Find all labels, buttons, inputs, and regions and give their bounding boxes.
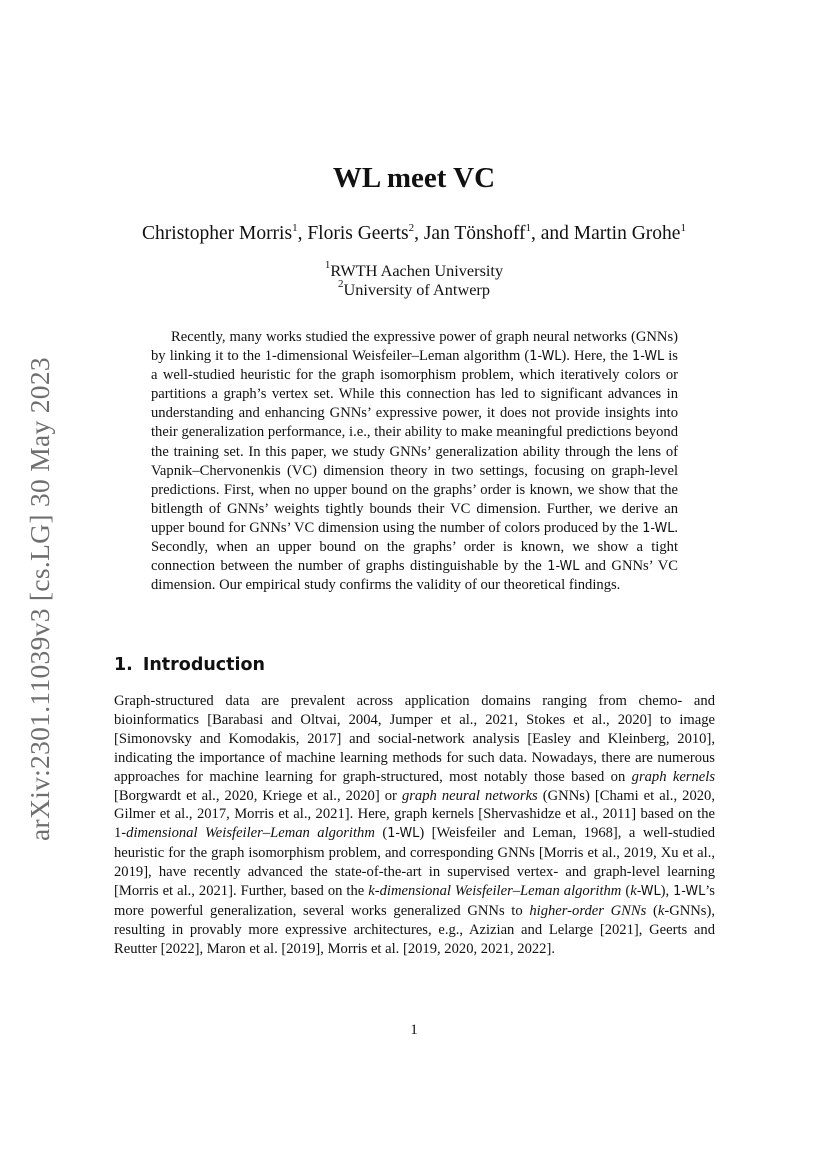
emphasized-text: graph kernels	[631, 768, 715, 785]
author-affiliation-mark: 1	[680, 222, 686, 234]
text-run: ) [Weisfeiler and Leman, 1968], a well-studied heuristic for the graph isomorphism problem, and corresponding GNNs [Morris et al., 2019, Xu et al., 2019], have recently advanced the state-of-the-art in supervised vertex- and graph-level learning [Morris et al., 2021]. Further, based on the	[114, 825, 715, 900]
introduction-paragraph	[114, 692, 715, 959]
text-run: [Borgwardt et al., 2020, Kriege et al., 2020] or	[114, 787, 402, 804]
emphasized-text: graph neural networks	[401, 787, 538, 804]
author-name: Christopher Morris	[142, 223, 293, 244]
text-run: -GNNs), resulting in provably more expressive architectures, e.g., Azizian and Lelarge [2021], Geerts and Reutter [2022], Maron et al. [2019], Morris et al. [2019, 2020, 2021, 2022].	[114, 902, 715, 957]
affiliation-2	[0, 274, 828, 300]
page-number: 1	[410, 1022, 418, 1038]
author-affiliation-mark: 1	[292, 222, 298, 234]
arxiv-identifier-stamp: arXiv:2301.11039v3 [cs.LG] 30 May 2023	[24, 357, 55, 842]
emphasized-text: k	[630, 883, 637, 900]
text-run: (GNNs) [Chami et al., 2020, Gilmer et al., 2017, Morris et al., 2021]. Here, graph kernels [Shervashidze et al., 2011] based on the 1-	[114, 787, 715, 842]
affiliation-name: University of Antwerp	[343, 280, 490, 299]
text-run: (	[646, 902, 658, 919]
author-name: Jan Tönshoff	[423, 223, 526, 244]
affiliation-mark: 2	[337, 278, 344, 290]
emphasized-text: higher-order GNNs	[529, 902, 647, 919]
text-run: Recently, many works studied the expressive power of graph neural networks (GNNs) by linking it to the 1-dimensional Weisfeiler–Leman algorithm (	[151, 329, 678, 365]
abstract	[151, 328, 678, 595]
text-run: ). Here, the	[561, 348, 633, 365]
text-run: Graph-structured data are prevalent across application domains ranging from chemo- and bioinformatics [Barabasi and Oltvai, 2004, Jumper et al., 2021, Stokes et al., 2020] to image [Simonovsky and Komodakis, 2017] and social-network analysis [Easley and Kleinberg, 2010], indicating the importance of machine learning methods for such data. Nowadays, there are numerous approaches for machine learning for graph-structured, most notably those based on	[114, 693, 715, 785]
paper-title: WL meet VC	[332, 162, 496, 194]
emphasized-text: k	[368, 883, 375, 900]
emphasized-text: k	[657, 902, 665, 919]
algorithm-name: 1-WL	[387, 826, 420, 842]
algorithm-name: -WL	[636, 884, 661, 900]
affiliation-name: RWTH Aachen University	[330, 261, 504, 280]
algorithm-name: 1-WL	[547, 559, 580, 575]
text-run: is a well-studied heuristic for the graph isomorphism problem, which iteratively colors or partitions a graph’s vertex set. While this connection has led to significant advances in understanding and enhancing GNNs’ expressive power, it does not provide insights into their generalization performance, i.e., their ability to make meaningful predictions beyond the training set. In this paper, we study GNNs’ generalization ability through the lens of Vapnik–Chervonenkis (VC) dimension theory in two settings, focusing on graph-level predictions. First, when no upper bound on the graphs’ order is known, we show that the bitlength of GNNs’ weights tightly bounds their VC dimension. Further, we derive an upper bound for GNNs’ VC dimension using the number of colors produced by the	[151, 348, 678, 536]
affiliation-mark: 1	[324, 259, 331, 271]
text-run: . Secondly, when an upper bound on the graphs’ order is known, we show a tight connection between the number of graphs distinguishable by the	[151, 519, 678, 575]
text-run: ’s more powerful generalization, several works generalized GNNs to	[114, 883, 715, 919]
algorithm-name: 1-WL	[632, 349, 665, 365]
author-name: Floris Geerts	[307, 223, 409, 244]
text-run: and GNNs’ VC dimension. Our empirical study confirms the validity of our theoretical findings.	[151, 558, 678, 594]
emphasized-text: dimensional Weisfeiler–Leman algorithm	[126, 825, 375, 842]
text-run: ),	[660, 883, 674, 900]
section-number: 1.	[114, 655, 133, 675]
algorithm-name: 1-WL	[642, 520, 675, 536]
text-run: (	[621, 883, 631, 900]
author-affiliation-mark: 1	[525, 222, 531, 234]
algorithm-name: 1-WL	[673, 884, 706, 900]
section-title: Introduction	[142, 655, 266, 675]
text-run: (	[374, 825, 388, 842]
algorithm-name: 1-WL	[529, 349, 562, 365]
author-list: Christopher Morris$^1$, Floris Geerts$^2$, Jan Tönshoff$^1$, and Martin Grohe$^1$	[142, 222, 686, 244]
author-name: Martin Grohe	[573, 223, 681, 244]
section-heading-introduction	[114, 654, 265, 676]
emphasized-text: -dimensional Weisfeiler–Leman algorithm	[374, 883, 622, 900]
author-affiliation-mark: 2	[408, 222, 415, 234]
